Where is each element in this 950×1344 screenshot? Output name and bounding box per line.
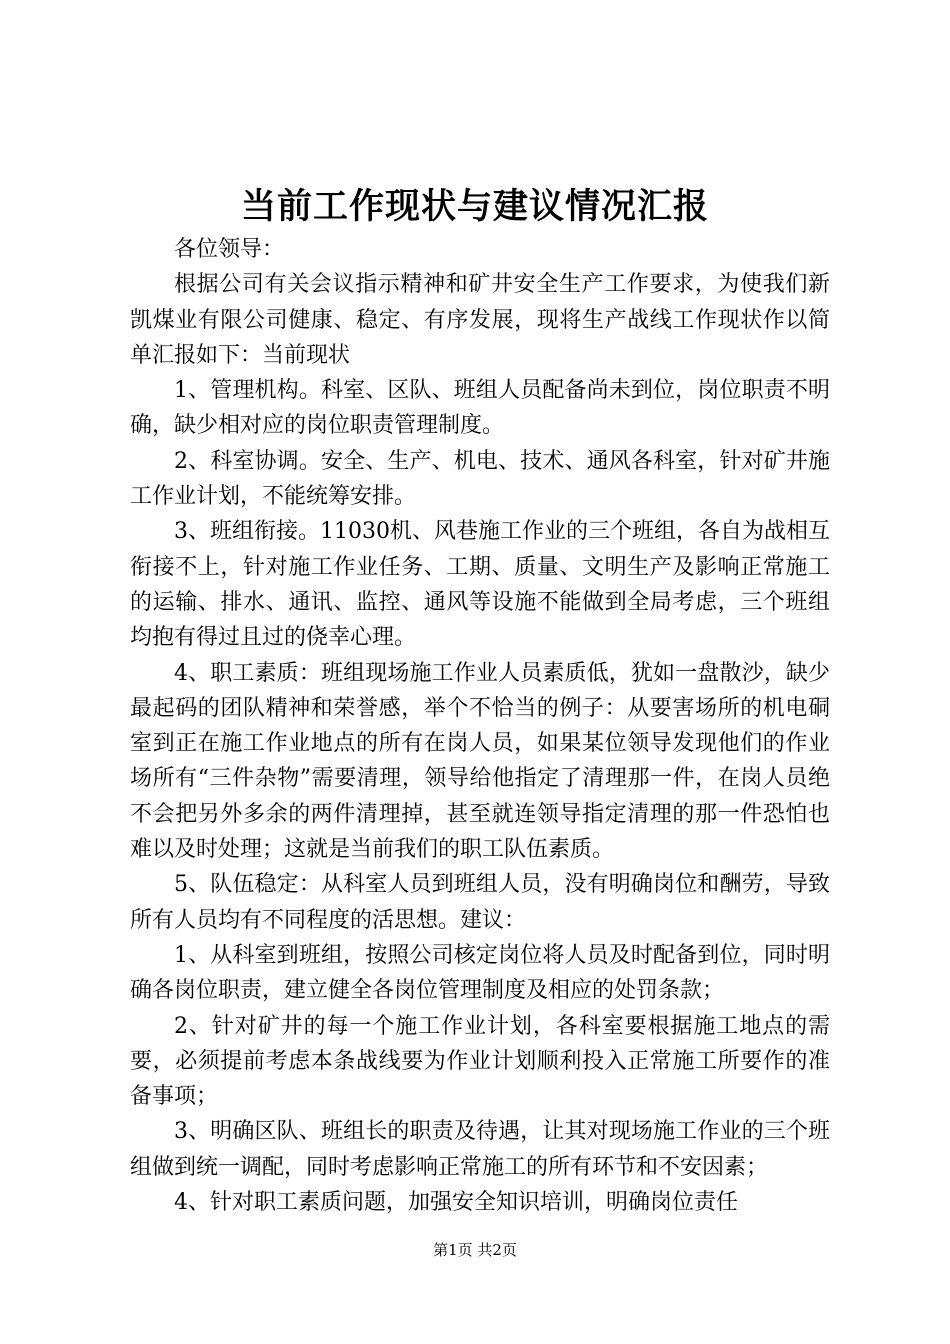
paragraph-status-4: 4、职工素质：班组现场施工作业人员素质低，犹如一盘散沙，缺少最起码的团队精神和荣誉感，举个不恰当的例子：从要害场所的机电硐室到正在施工作业地点的所有在岗人员，如果某位领导发现他们的作业场所有“三件杂物”需要清理，领导给他指定了清理那一件，在岗人员绝不会把另外多余的两件清理掉，甚至就连领导指定清理的那一件恐怕也难以及时处理；这就是当前我们的职工队伍素质。 [130,660,830,863]
page-number-footer: 第1页 共2页 [433,1241,517,1259]
document-title: 当前工作现状与建议情况汇报 [240,186,709,227]
paragraph-salutation: 各位领导： [174,237,285,262]
paragraph-suggestion-2: 2、针对矿井的每一个施工作业计划，各科室要根据施工地点的需要，必须提前考虑本条战线要为作业计划顺利投入正常施工所要作的准备事项； [130,1013,830,1110]
paragraph-intro: 根据公司有关会议指示精神和矿井安全生产工作要求，为使我们新凯煤业有限公司健康、稳定、有序发展，现将生产战线工作现状作以简单汇报如下：当前现状 [130,272,830,368]
document-body [130,232,830,1220]
paragraph-status-1: 1、管理机构。科室、区队、班组人员配备尚未到位，岗位职责不明确，缺少相对应的岗位职责管理制度。 [130,378,830,439]
paragraph-suggestion-3: 3、明确区队、班组长的职责及待遇，让其对现场施工作业的三个班组做到统一调配，同时考虑影响正常施工的所有环节和不安因素； [130,1119,830,1180]
paragraph-status-2: 2、科室协调。安全、生产、机电、技术、通风各科室，针对矿井施工作业计划，不能统筹安排。 [130,448,830,510]
paragraph-suggestion-1: 1、从科室到班组，按照公司核定岗位将人员及时配备到位，同时明确各岗位职责，建立健全各岗位管理制度及相应的处罚条款； [130,942,830,1004]
paragraph-suggestion-4: 4、针对职工素质问题，加强安全知识培训，明确岗位责任 [174,1190,738,1216]
paragraph-status-3: 3、班组衔接。11030机、风巷施工作业的三个班组，各自为战相互衔接不上，针对施工作业任务、工期、质量、文明生产及影响正常施工的运输、排水、通讯、监控、通风等设施不能做到全局考虑，三个班组均抱有得过且过的侥幸心理。 [130,519,830,651]
paragraph-status-5: 5、队伍稳定：从科室人员到班组人员，没有明确岗位和酬劳，导致所有人员均有不同程度的活思想。建议： [130,872,830,933]
